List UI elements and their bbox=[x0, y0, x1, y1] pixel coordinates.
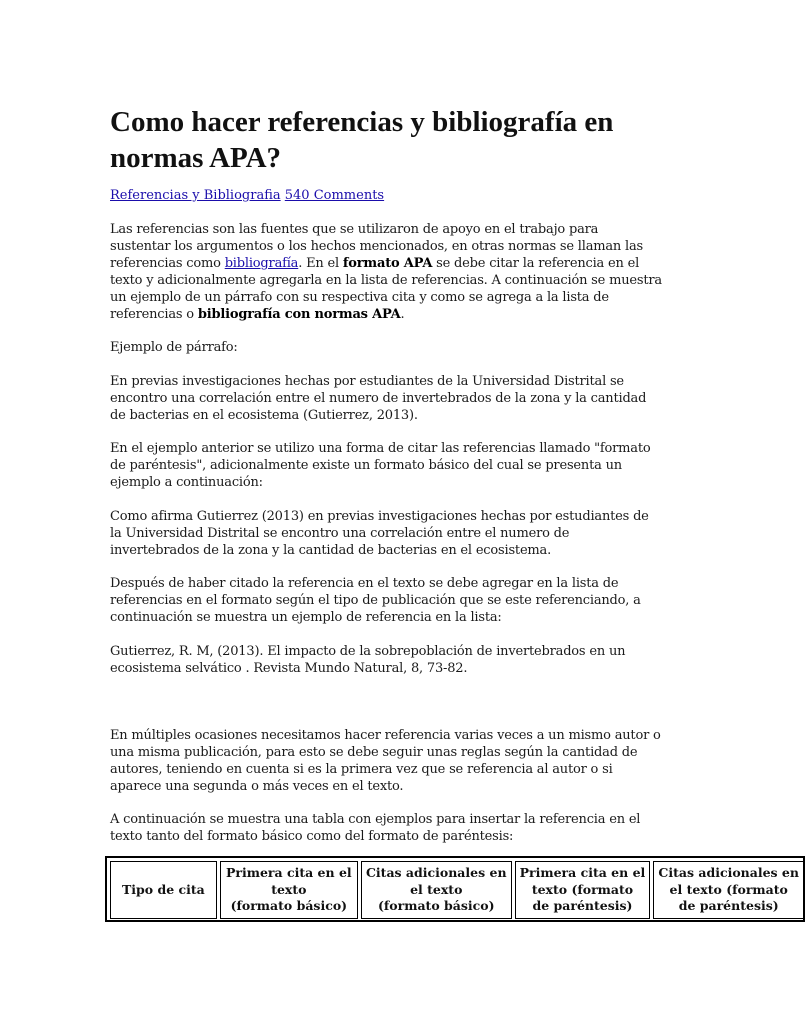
header-line: el texto (formato bbox=[669, 881, 788, 897]
intro-paragraph bbox=[110, 221, 662, 323]
header-line: Primera cita en el bbox=[519, 865, 646, 881]
table-intro-paragraph: A continuación se muestra una tabla con ejemplos para insertar la referencia en el texto tanto del formato básico como del formato de paréntesis: bbox=[110, 812, 641, 844]
intro-text-2: . En el bbox=[298, 256, 343, 271]
article-meta bbox=[110, 187, 384, 204]
reference-entry: Gutierrez, R. M, (2013). El impacto de la sobrepoblación de invertebrados en un ecosistema selvático . Revista Mundo Natural, 8, 73-82. bbox=[110, 644, 626, 676]
header-line: Citas adicionales en bbox=[365, 865, 507, 881]
header-line: el texto bbox=[410, 881, 463, 897]
header-line: (formato básico) bbox=[230, 898, 348, 914]
header-cell-primera-cita-parentesis bbox=[515, 861, 651, 919]
intro-text-1: Las referencias son las fuentes que se utilizaron de apoyo en el trabajo para sustentar los argumentos o los hechos mencionados, en otras normas se llaman las referencias como bbox=[110, 222, 644, 271]
format-explanation-paragraph: En el ejemplo anterior se utilizo una forma de citar las referencias llamado "formato de paréntesis", adicionalmente existe un formato básico del cual se presenta un ejemplo a continuación: bbox=[110, 441, 651, 490]
table-header-row bbox=[110, 861, 804, 919]
multiple-citations-paragraph: En múltiples ocasiones necesitamos hacer referencia varias veces a un mismo autor o una misma publicación, para esto se debe seguir unas reglas según la cantidad de autores, teniendo en cuenta si es la primera vez que se referencia al autor o si aparece una segunda o más veces en el texto. bbox=[110, 728, 661, 794]
header-line: (formato básico) bbox=[378, 898, 495, 914]
example-paragraph: En previas investigaciones hechas por estudiantes de la Universidad Distrital se encontro una correlación entre el numero de invertebrados de la zona y la cantidad de bacterias en el ecosistema (Gutierrez, 2013). bbox=[110, 374, 647, 423]
header-line: Primera cita en el bbox=[226, 865, 352, 881]
header-line: de paréntesis) bbox=[678, 898, 779, 914]
header-line: Citas adicionales en bbox=[658, 865, 799, 881]
citation-table-grid bbox=[107, 861, 807, 919]
comments-link[interactable]: 540 Comments bbox=[284, 188, 385, 203]
header-line: de paréntesis) bbox=[532, 898, 633, 914]
header-line: texto bbox=[271, 881, 307, 897]
category-link[interactable]: Referencias y Bibliografia bbox=[110, 188, 281, 203]
example-heading: Ejemplo de párrafo: bbox=[110, 340, 238, 355]
intro-bold-bibliografia: bibliografía con normas APA bbox=[197, 307, 401, 322]
header-cell-citas-adicionales-parentesis bbox=[653, 861, 804, 919]
intro-bold-formato-apa: formato APA bbox=[342, 256, 433, 271]
reference-list-paragraph: Después de haber citado la referencia en el texto se debe agregar en la lista de referencias en el formato según el tipo de publicación que se este referenciando, a continuación se muestra un ejemplo de referencia en la lista: bbox=[110, 576, 641, 625]
intro-text-4: . bbox=[400, 307, 405, 322]
citation-table bbox=[105, 856, 805, 922]
header-cell-tipo-de-cita bbox=[110, 861, 217, 919]
header-line: Tipo de cita bbox=[121, 881, 205, 897]
header-line: texto (formato bbox=[531, 881, 634, 897]
header-cell-primera-cita-basico bbox=[220, 861, 358, 919]
bibliografia-link[interactable]: bibliografía bbox=[224, 256, 299, 271]
article-title: Como hacer referencias y bibliografía en normas APA? bbox=[110, 106, 614, 174]
header-cell-citas-adicionales-basico bbox=[361, 861, 512, 919]
intro-text-3: se debe citar la referencia en el texto y adicionalmente agregarla en la lista de referencias. A continuación se muestra un ejemplo de un párrafo con su respectiva cita y como se agrega a la lista de referencias o bbox=[110, 256, 662, 322]
basic-format-example: Como afirma Gutierrez (2013) en previas investigaciones hechas por estudiantes de la Universidad Distrital se encontro una correlación entre el numero de invertebrados de la zona y la cantidad de bacterias en el ecosistema. bbox=[110, 509, 649, 558]
